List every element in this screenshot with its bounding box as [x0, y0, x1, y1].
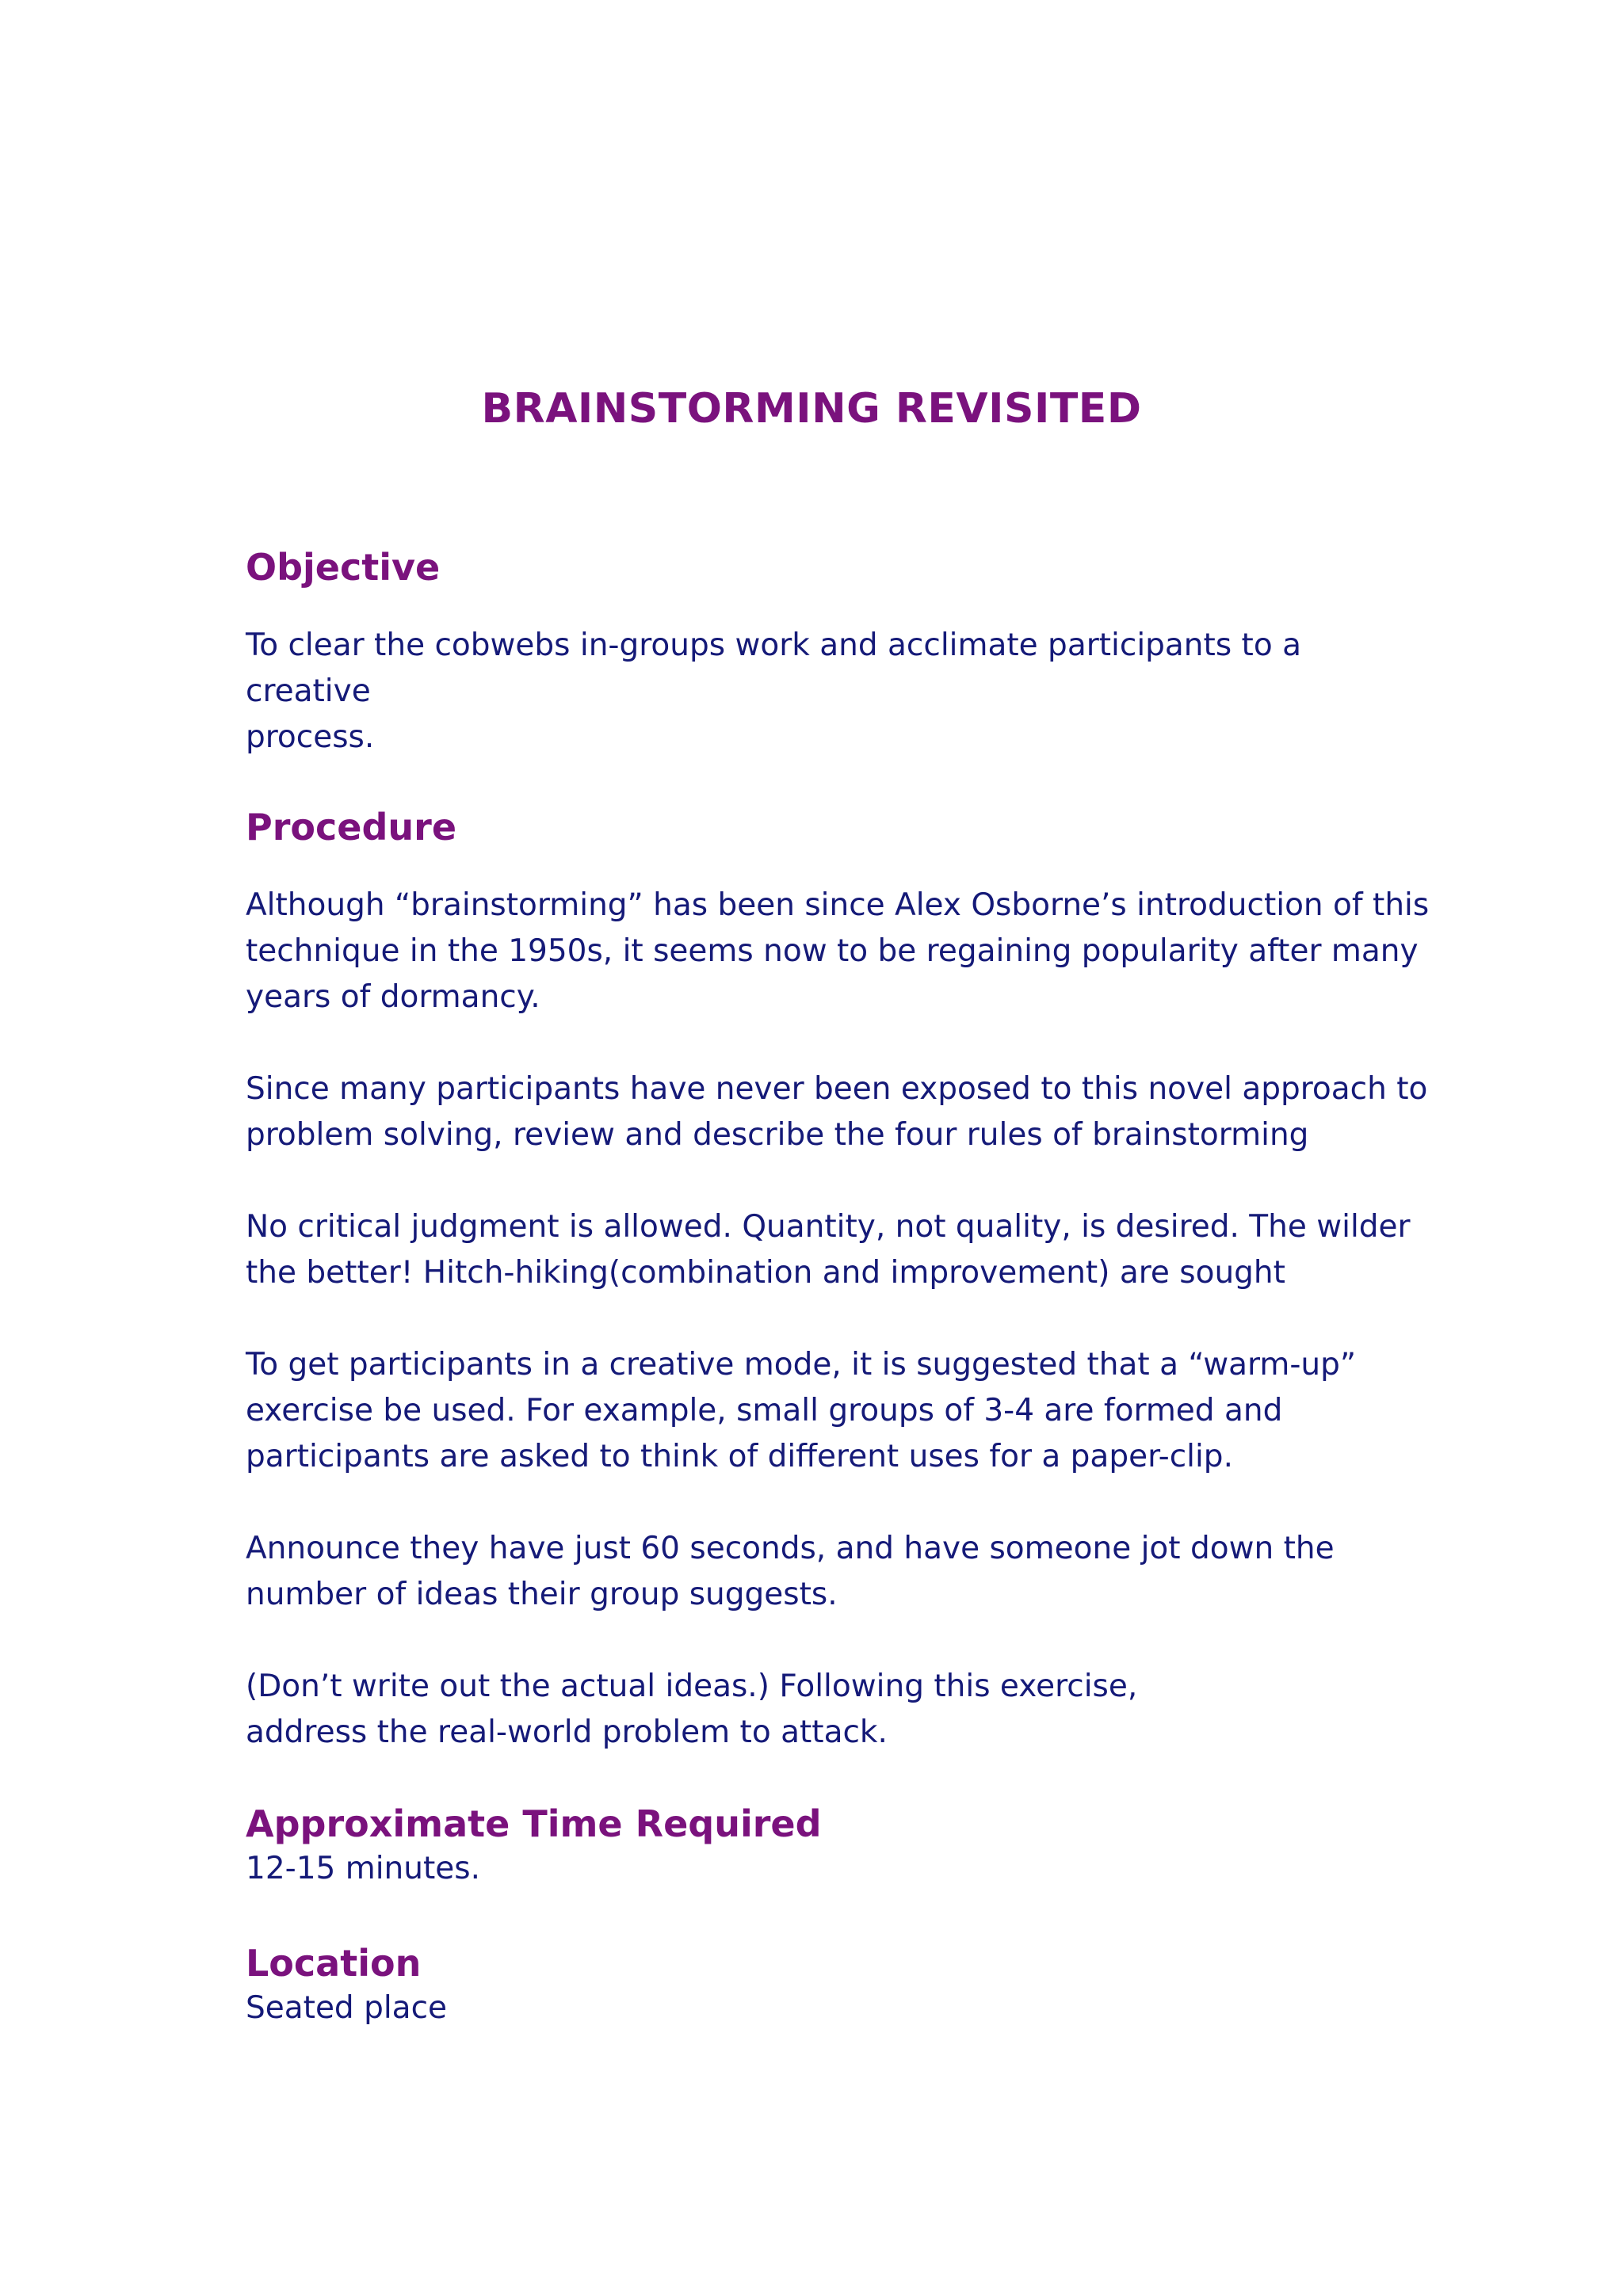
procedure-paragraph-warmup: To get participants in a creative mode, it is suggested that a “warm-up” exercise be used. For example, small groups of 3-4 are formed and participants are asked to think of different uses for a paper-clip. [246, 1347, 1357, 1474]
objective-line-1: To clear the cobwebs in-groups work and acclimate participants to a creative [246, 627, 1301, 709]
document-body [246, 539, 1434, 2031]
objective-text [246, 623, 1434, 761]
procedure-heading: Procedure [246, 806, 457, 849]
followup-line-1: (Don’t write out the actual ideas.) Following this exercise, [246, 1669, 1138, 1704]
procedure-paragraph-rules-intro: Since many participants have never been exposed to this novel approach to problem solving, review and describe the four rules of brainstorming [246, 1071, 1428, 1153]
procedure-paragraph-followup [246, 1664, 1434, 1756]
time-heading: Approximate Time Required [246, 1802, 822, 1845]
location-text: Seated place [246, 1990, 448, 2026]
page-title: BRAINSTORMING REVISITED [481, 385, 1142, 433]
procedure-paragraph-history: Although “brainstorming” has been since Alex Osborne’s introduction of this technique in the 1950s, it seems now to be regaining popularity after many years of dormancy. [246, 887, 1430, 1015]
time-text: 12-15 minutes. [246, 1851, 480, 1886]
followup-line-2: address the real-world problem to attack. [246, 1714, 888, 1750]
procedure-paragraph-timing: Announce they have just 60 seconds, and have someone jot down the number of ideas their group suggests. [246, 1531, 1335, 1612]
objective-heading: Objective [246, 546, 441, 589]
procedure-paragraph-rules: No critical judgment is allowed. Quantity, not quality, is desired. The wilder the better! Hitch-hiking(combination and improvement) are sought [246, 1209, 1411, 1291]
objective-line-2: process. [246, 719, 375, 755]
location-heading: Location [246, 1942, 422, 1985]
